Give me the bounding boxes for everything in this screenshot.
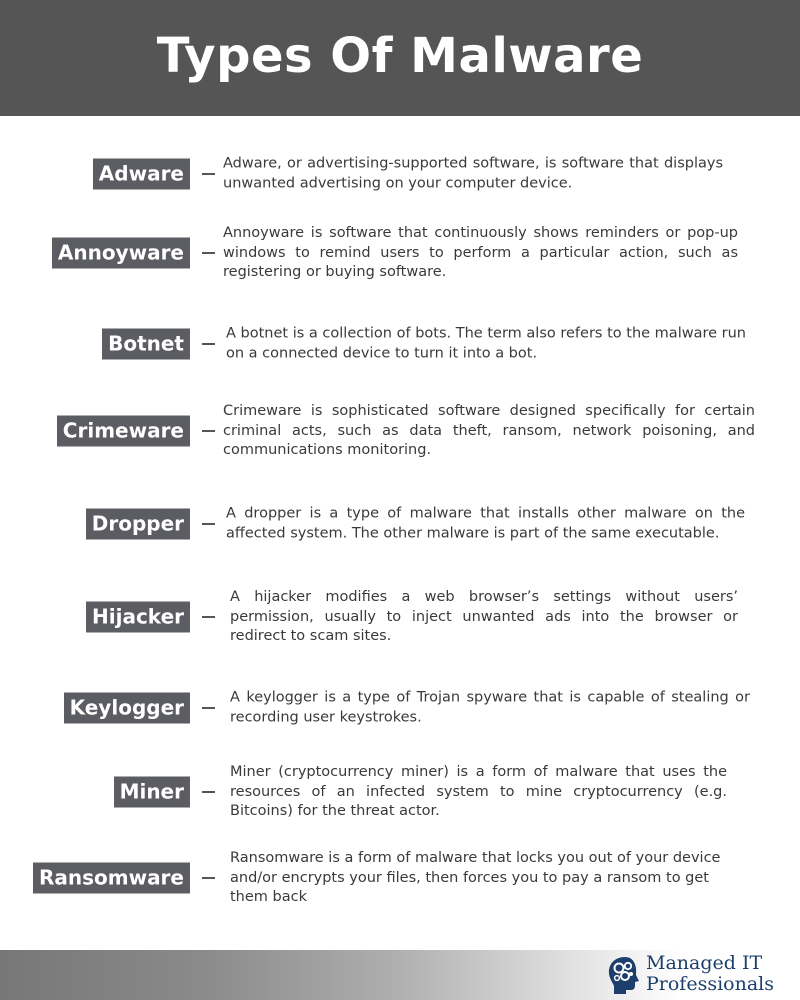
dash-separator <box>202 523 215 525</box>
dash-separator <box>202 343 215 345</box>
malware-label: Ransomware <box>33 863 190 894</box>
dash-separator <box>202 791 215 793</box>
malware-description: Ransomware is a form of malware that locks you out of your device and/or encrypts your files, then forces you to pay a ransom to get them back <box>230 849 721 905</box>
brand-logo <box>606 952 796 998</box>
malware-description: Annoyware is software that continuously shows reminders or pop-up windows to remind users to perform a particular action, such as registering or buying software. <box>223 224 738 280</box>
brand-line-1: Managed IT <box>646 952 763 974</box>
malware-label: Crimeware <box>57 416 190 447</box>
title-banner <box>0 0 800 116</box>
dash-separator <box>202 616 215 618</box>
brand-line-2: Professionals <box>646 973 774 995</box>
malware-label: Dropper <box>86 509 190 540</box>
malware-row-crimeware <box>0 400 800 462</box>
dash-separator <box>202 707 215 709</box>
malware-row-miner <box>0 761 800 823</box>
malware-row-botnet <box>0 324 800 364</box>
malware-row-adware <box>0 154 800 194</box>
malware-row-hijacker <box>0 586 800 648</box>
brain-gears-icon <box>606 954 644 996</box>
dash-separator <box>202 252 215 254</box>
malware-description: Miner (cryptocurrency miner) is a form of malware that uses the resources of an infected system to mine cryptocurrency (e.g. Bitcoins) for the threat actor. <box>230 763 727 819</box>
page-title: Types Of Malware <box>156 28 644 84</box>
malware-label: Miner <box>114 777 190 808</box>
brand-name <box>646 953 774 995</box>
malware-label: Keylogger <box>64 693 190 724</box>
malware-description: Adware, or advertising-supported software, is software that displays unwanted advertising on your computer device. <box>223 155 723 191</box>
malware-row-annoyware <box>0 222 800 284</box>
malware-description: Crimeware is sophisticated software designed specifically for certain criminal acts, such as data theft, ransom, network poisoning, and communications monitoring. <box>223 402 755 458</box>
malware-label: Botnet <box>102 329 190 360</box>
dash-separator <box>202 430 215 432</box>
malware-row-dropper <box>0 503 800 545</box>
malware-label: Annoyware <box>52 238 190 269</box>
malware-label: Hijacker <box>86 602 190 633</box>
malware-row-keylogger <box>0 687 800 729</box>
dash-separator <box>202 877 215 879</box>
dash-separator <box>202 173 215 175</box>
malware-description: A dropper is a type of malware that installs other malware on the affected system. The other malware is part of the same executable. <box>226 505 745 541</box>
malware-description: A botnet is a collection of bots. The term also refers to the malware run on a connected device to turn it into a bot. <box>226 325 746 361</box>
malware-row-ransomware <box>0 847 800 909</box>
malware-description: A keylogger is a type of Trojan spyware that is capable of stealing or recording user keystrokes. <box>230 689 750 725</box>
malware-description: A hijacker modifies a web browser’s settings without users’ permission, usually to inject unwanted ads into the browser or redirect to scam sites. <box>230 588 738 644</box>
malware-label: Adware <box>93 159 190 190</box>
